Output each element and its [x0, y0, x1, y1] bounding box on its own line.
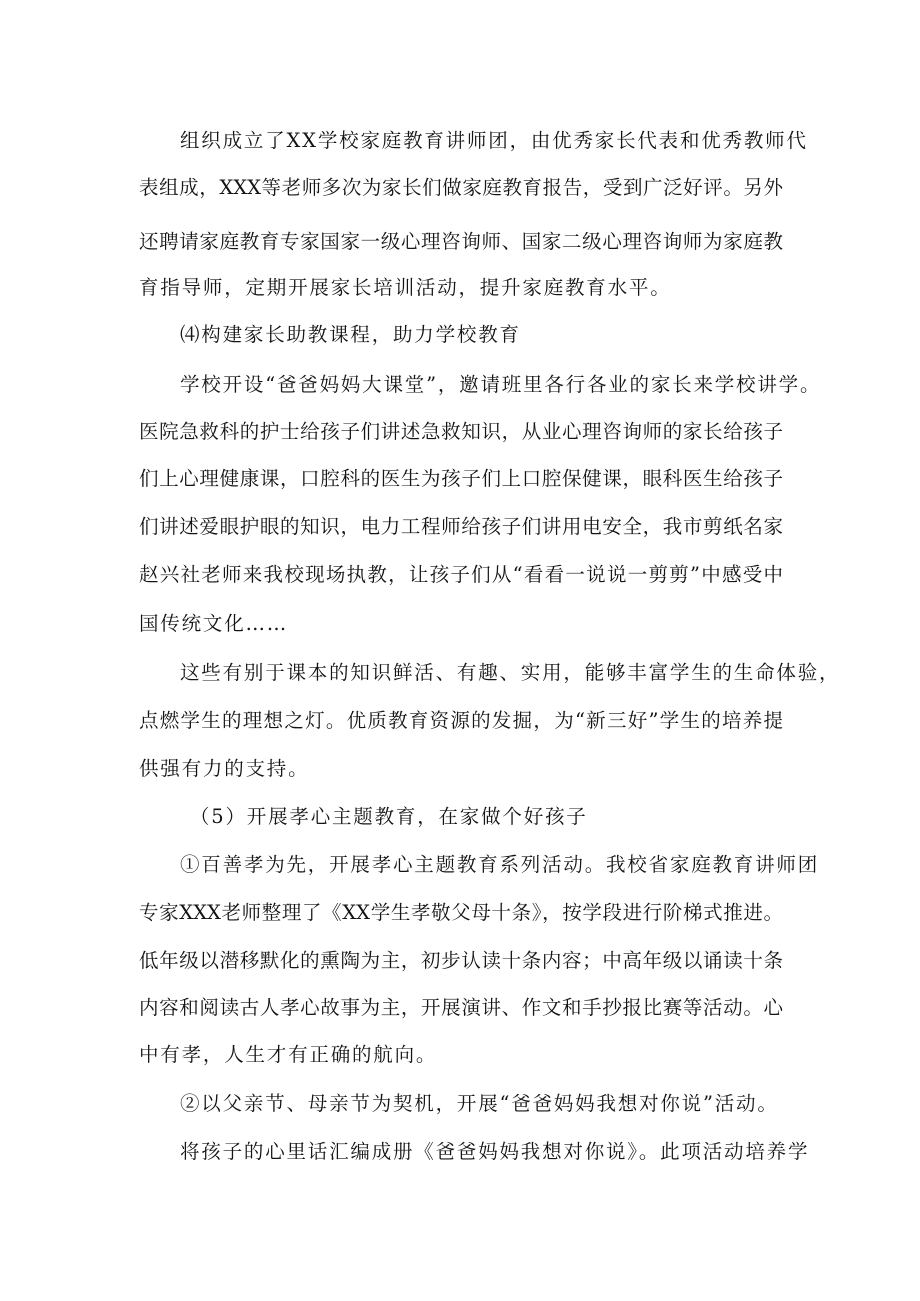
paragraph-line: 低年级以潜移默化的熏陶为主，初步认读十条内容；中高年级以诵读十条	[139, 949, 783, 972]
paragraph-line: 将孩子的心里话汇编成册《爸爸妈妈我想对你说》。此项活动培养学	[180, 1140, 810, 1163]
paragraph-line: 们上心理健康课，口腔科的医生为孩子们上口腔保健课，眼科医生给孩子	[139, 467, 783, 490]
paragraph-line: 还聘请家庭教育专家国家一级心理咨询师、国家二级心理咨询师为家庭教	[139, 230, 783, 253]
paragraph-line: 医院急救科的护士给孩子们讲述急救知识，从业心理咨询师的家长给孩子	[139, 420, 783, 443]
paragraph-line: 学校开设“爸爸妈妈大课堂”，邀请班里各行各业的家长来学校讲学。	[180, 373, 822, 396]
paragraph-line: 专家XXX老师整理了《XX学生孝敬父母十条》，按学段进行阶梯式推进。	[139, 901, 783, 924]
paragraph-line: ①百善孝为先，开展孝心主题教育系列活动。我校省家庭教育讲师团	[180, 853, 820, 876]
paragraph-line: 们讲述爱眼护眼的知识，电力工程师给孩子们讲用电安全，我市剪纸名家	[139, 515, 783, 538]
section-heading: ⑷构建家长助教课程，助力学校教育	[180, 323, 521, 346]
paragraph-line: 赵兴社老师来我校现场执教，让孩子们从“看看一说说一剪剪”中感受中	[139, 563, 783, 586]
paragraph-line: 点燃学生的理想之灯。优质教育资源的发掘，为“新三好”学生的培养提	[139, 709, 783, 732]
section-heading: （5）开展孝心主题教育，在家做个好孩子	[190, 805, 588, 828]
paragraph-line: 这些有别于课本的知识鲜活、有趣、实用，能够丰富学生的生命体验，	[180, 661, 841, 684]
paragraph-line: 国传统文化……	[139, 612, 289, 635]
paragraph-line: 育指导师，定期开展家长培训活动，提升家庭教育水平。	[139, 276, 672, 299]
paragraph-line: 表组成，XXX等老师多次为家长们做家庭教育报告，受到广泛好评。另外	[139, 176, 783, 199]
paragraph-line: ②以父亲节、母亲节为契机，开展“爸爸妈妈我想对你说”活动。	[180, 1092, 779, 1115]
paragraph-line: 中有孝，人生才有正确的航向。	[139, 1043, 438, 1066]
paragraph-line: 供强有力的支持。	[139, 757, 310, 780]
paragraph-line: 内容和阅读古人孝心故事为主，开展演讲、作文和手抄报比赛等活动。心	[139, 996, 783, 1019]
paragraph-line: 组织成立了XX学校家庭教育讲师团，由优秀家长代表和优秀教师代	[180, 129, 808, 152]
